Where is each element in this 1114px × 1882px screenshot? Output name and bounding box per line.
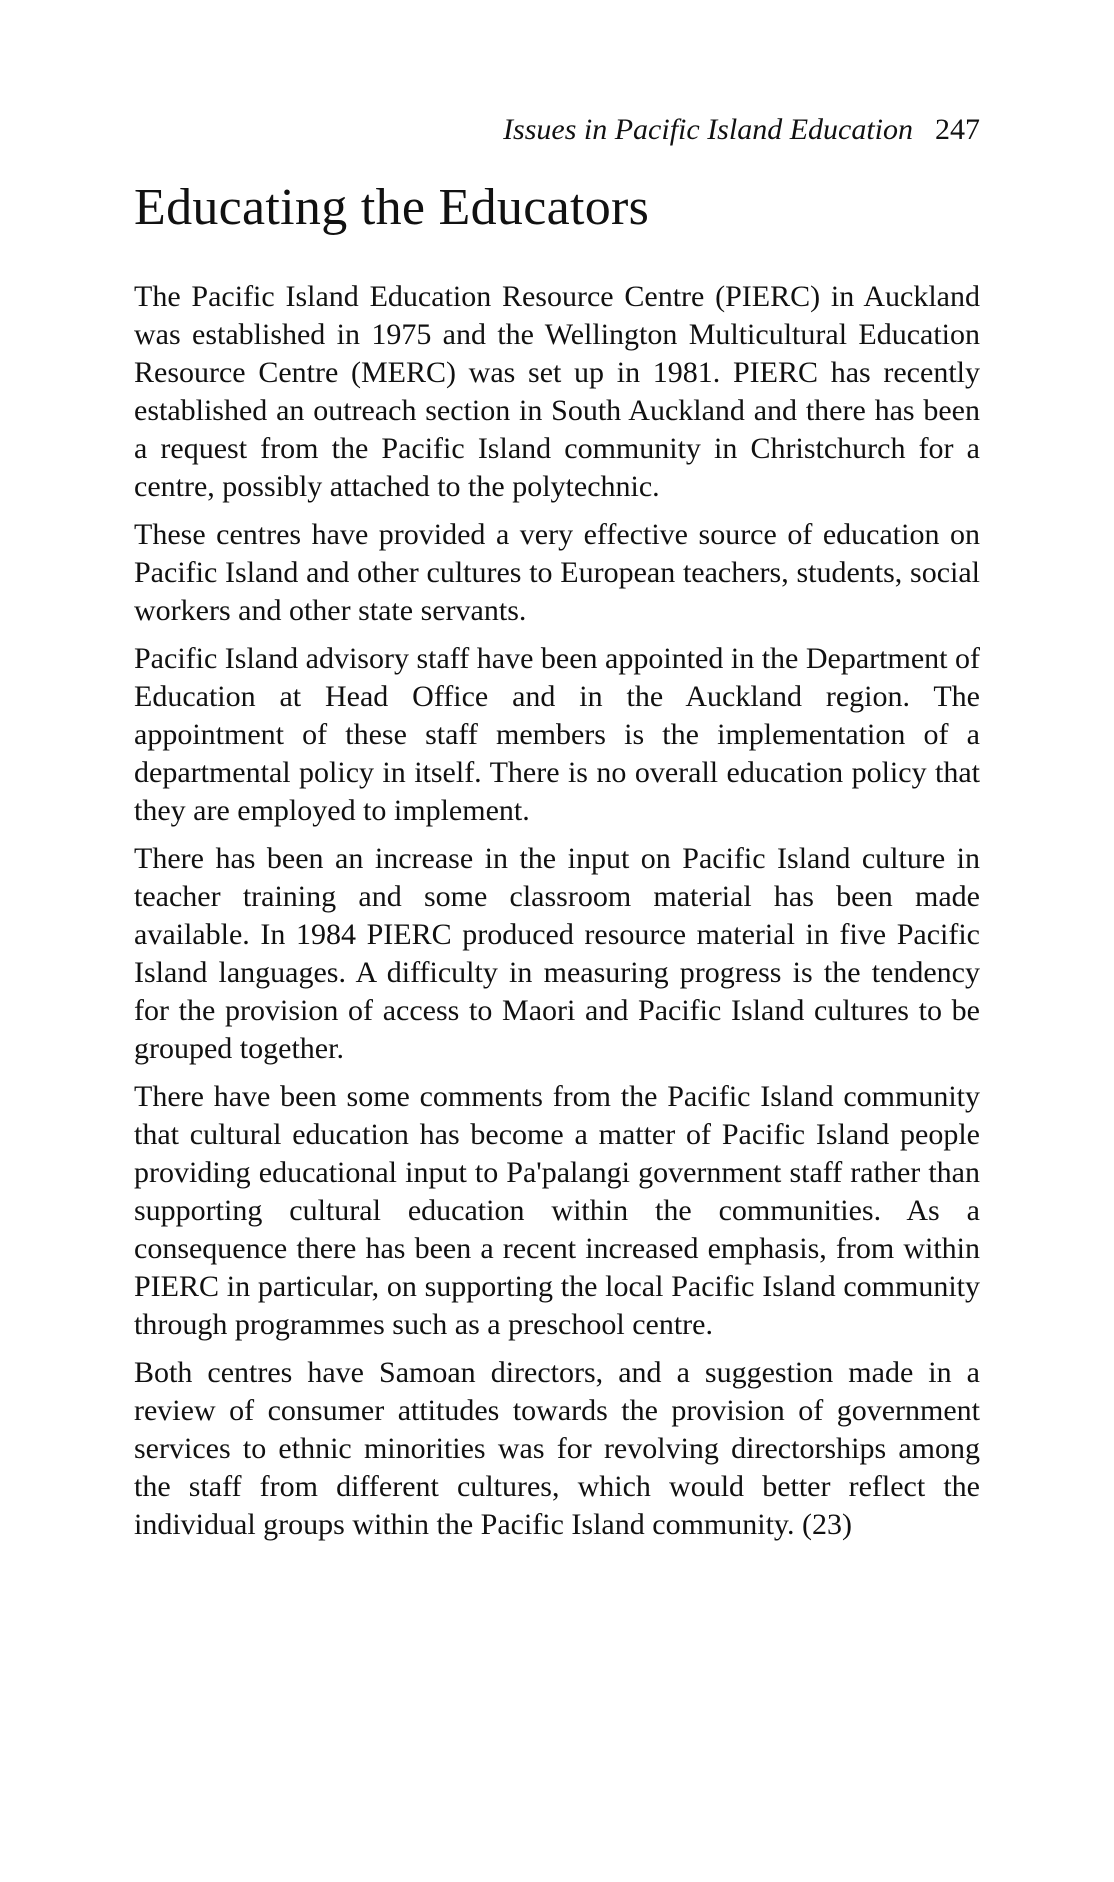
paragraph-teacher-training: There has been an increase in the input on Pacific Island culture in teacher training and some classroom material has been made available. In 1984 PIERC produced resource material in five Pacific Island languages. A difficulty in measuring progress is the tendency for the provision of access to Maori and Pacific Island cultures to be grouped together. — [134, 842, 980, 1065]
page-number: 247 — [935, 113, 980, 146]
body-text — [134, 278, 980, 1554]
paragraph-advisory-staff: Pacific Island advisory staff have been appointed in the Department of Education at Head Office and in the Auckland region. The appointment of these staff members is the implementation of a departmental policy in itself. There is no overall education policy that they are employed to implement. — [134, 642, 980, 827]
paragraph-resource-centres: The Pacific Island Education Resource Centre (PIERC) in Auckland was established in 1975 and the Wellington Multicultural Education Resource Centre (MERC) was set up in 1981. PIERC has recently established an outreach section in South Auckland and there has been a request from the Pacific Island community in Christchurch for a centre, possibly attached to the polytechnic. — [134, 280, 980, 503]
journal-title: Issues in Pacific Island Education — [503, 113, 913, 146]
paragraph-centres-effectiveness: These centres have provided a very effective source of education on Pacific Island and other cultures to European teachers, students, social workers and other state servants. — [134, 518, 980, 627]
running-header — [503, 112, 980, 148]
paragraph-community-comments: There have been some comments from the Pacific Island community that cultural education has become a matter of Pacific Island people providing educational input to Pa'palangi government staff rather than supporting cultural education within the communities. As a consequence there has been a recent increased emphasis, from within PIERC in particular, on supporting the local Pacific Island community through programmes such as a preschool centre. — [134, 1080, 980, 1341]
paragraph-directorships: Both centres have Samoan directors, and a suggestion made in a review of consumer attitudes towards the provision of government services to ethnic minorities was for revolving directorships among the staff from different cultures, which would better reflect the individual groups within the Pacific Island community. (23) — [134, 1356, 980, 1541]
section-title: Educating the Educators — [134, 179, 650, 236]
